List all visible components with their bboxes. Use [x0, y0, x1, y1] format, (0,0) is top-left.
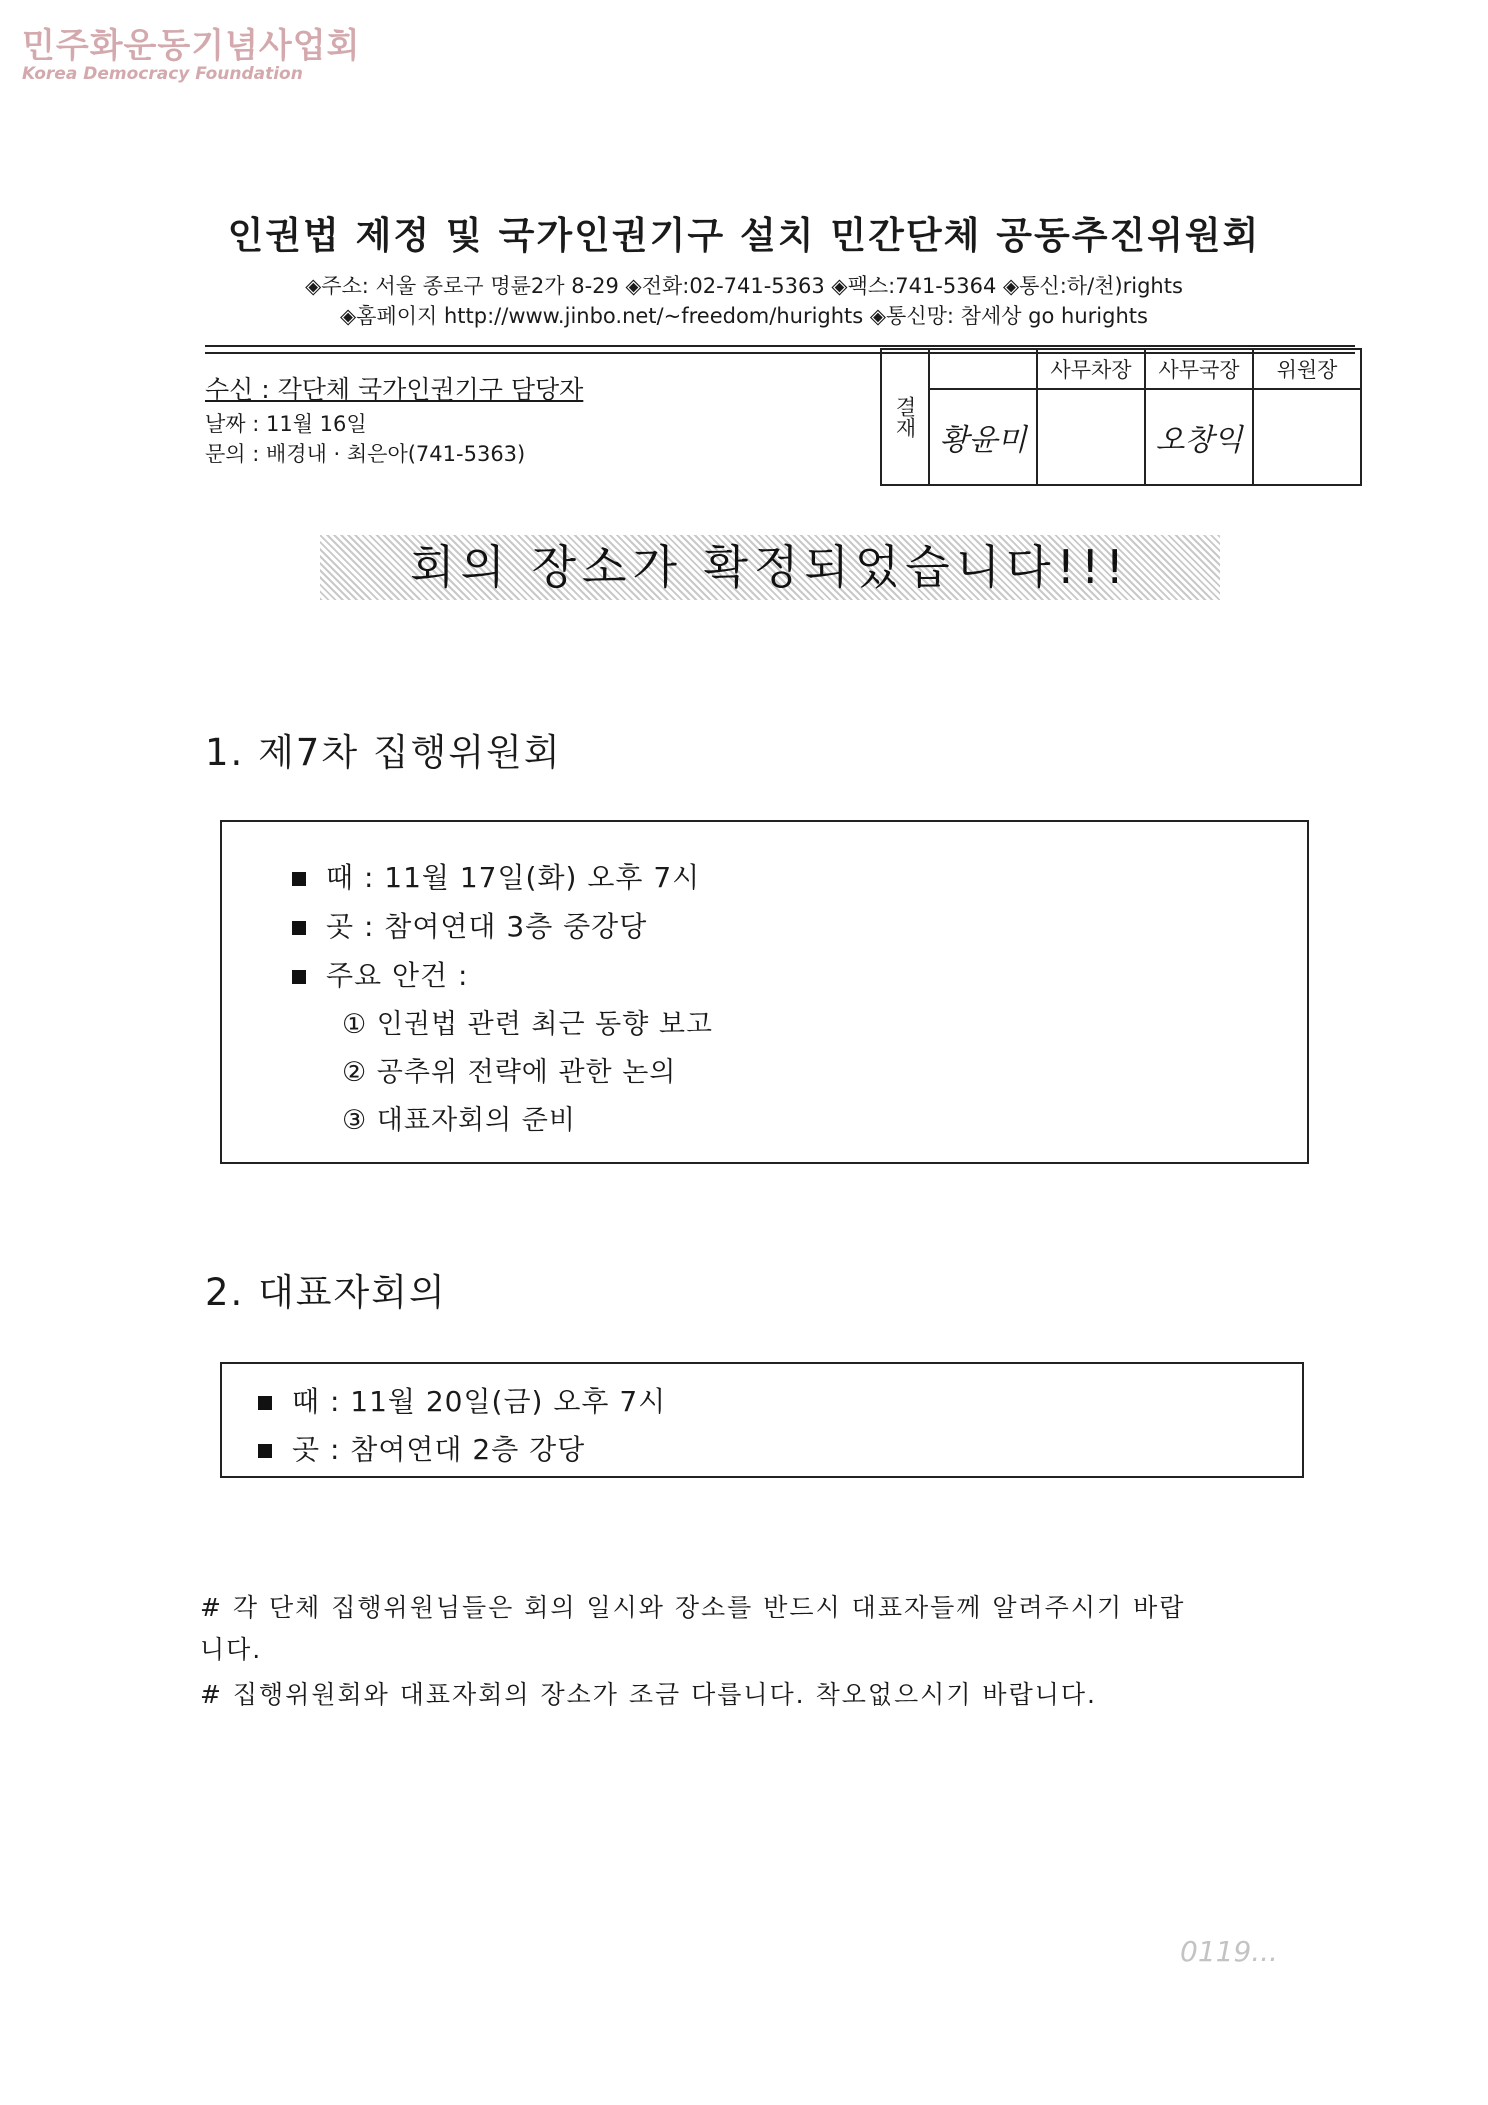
contact-line: 문의 : 배경내 · 최은아(741-5363): [205, 442, 526, 466]
homepage-line: ◈홈페이지 http://www.jinbo.net/~freedom/hurights ◈통신망: 참세상 go hurights: [340, 304, 1148, 328]
approval-label: 결재: [881, 349, 929, 485]
approval-box: [880, 348, 1362, 486]
section1-heading: 1. 제7차 집행위원회: [205, 731, 562, 774]
date-line: 날짜 : 11월 16일: [205, 412, 367, 436]
bullet-icon: [258, 1396, 272, 1410]
bullet-icon: [292, 970, 306, 984]
approval-header-2: 사무차장: [1037, 349, 1145, 389]
note-line: 니다.: [200, 1635, 263, 1664]
section2-where: 곳 : 참여연대 2층 강당: [292, 1433, 586, 1466]
bullet-icon: [292, 872, 306, 886]
section2-when-row: [258, 1380, 666, 1420]
approval-signature-1: 황윤미: [929, 389, 1037, 485]
approval-signature-3: 오창익: [1145, 389, 1253, 485]
approval-header-1: [929, 349, 1037, 389]
header-divider: [205, 345, 1355, 347]
bullet-icon: [292, 921, 306, 935]
section2-heading: 2. 대표자회의: [205, 1271, 447, 1314]
archive-number-stamp: 0119...: [1180, 1935, 1278, 1968]
section1-box: [220, 820, 1309, 1164]
foundation-watermark-korean: 민주화운동기념사업회: [22, 26, 361, 66]
organization-title: 인권법 제정 및 국가인권기구 설치 민간단체 공동추진위원회: [227, 214, 1261, 257]
section1-agenda-row: [292, 954, 468, 994]
section2-where-row: [258, 1428, 585, 1468]
section1-agenda-label: 주요 안건 :: [326, 959, 469, 992]
agenda-item: ③ 대표자회의 준비: [342, 1105, 576, 1136]
approval-header-4: 위원장: [1253, 349, 1361, 389]
approval-header-3: 사무국장: [1145, 349, 1253, 389]
approval-signature-2: [1037, 389, 1145, 485]
section1-when: 때 : 11월 17일(화) 오후 7시: [326, 861, 701, 894]
announcement-banner: 회의 장소가 확정되었습니다!!!: [320, 535, 1220, 600]
note-line: # 각 단체 집행위원님들은 회의 일시와 장소를 반드시 대표자들께 알려주시기 바랍: [200, 1593, 1186, 1622]
section2-box: [220, 1362, 1304, 1478]
section1-where-row: [292, 905, 647, 945]
agenda-item: ① 인권법 관련 최근 동향 보고: [342, 1009, 714, 1040]
address-line: ◈주소: 서울 종로구 명륜2가 8-29 ◈전화:02-741-5363 ◈팩스:741-5364 ◈통신:하/천)rights: [305, 274, 1183, 298]
bullet-icon: [258, 1444, 272, 1458]
approval-signature-4: [1253, 389, 1361, 485]
section1-when-row: [292, 856, 700, 896]
section1-where: 곳 : 참여연대 3층 중강당: [326, 910, 648, 943]
note-line: # 집행위원회와 대표자회의 장소가 조금 다릅니다. 착오없으시기 바랍니다.: [200, 1680, 1097, 1709]
section2-when: 때 : 11월 20일(금) 오후 7시: [292, 1385, 667, 1418]
recipient-line: 수신 : 각단체 국가인권기구 담당자: [205, 375, 584, 404]
foundation-watermark-english: Korea Democracy Foundation: [22, 64, 303, 84]
agenda-item: ② 공추위 전략에 관한 논의: [342, 1057, 677, 1088]
